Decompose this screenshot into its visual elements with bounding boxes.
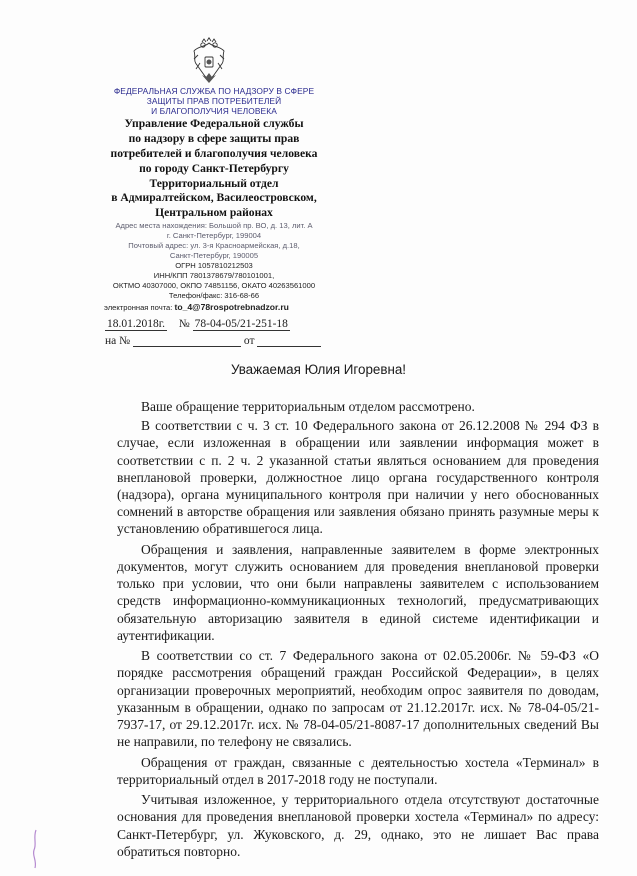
- body-paragraph: Учитывая изложенное, у территориального отдела отсутствуют достаточные основания для проведения внеплановой проверки хостела «Терминал» по адресу: Санкт-Петербург, ул. Жуковского, д. 29, однако, это не лишает Вас права обратиться повторно.: [117, 792, 599, 859]
- letterhead: [80, 87, 348, 312]
- outgoing-date: 18.01.2018г.: [107, 318, 166, 330]
- body-paragraph: В соответствии с ч. 3 ст. 10 Федерального закона от 26.12.2008 № 294 ФЗ в случае, если изложенная в обращении или заявлении информация может в соответствии с п. 2 ч. 2 указанной статьи являться основанием для проведения внеплановой проверки, должностное лицо органа государственного контроля (надзора), органа муниципального контроля при наличии у него обоснованных сомнений в авторстве обращения или заявления обязано принять разумные меры к установлению обратившегося лица.: [117, 418, 599, 537]
- registry-code-line: ОКТМО 40307000, ОКПО 74851156, ОКАТО 40263561000: [112, 281, 316, 291]
- agency-name-line: ЗАЩИТЫ ПРАВ ПОТРЕБИТЕЛЕЙ: [146, 95, 282, 106]
- reply-to-registration: [105, 335, 355, 347]
- department-name-line: по городу Санкт-Петербургу: [139, 161, 289, 175]
- registry-code-line: ИНН/КПП 7801378679/780101001,: [153, 271, 275, 281]
- department-name-line: Управление Федеральной службы: [124, 117, 304, 131]
- department-name-line: по надзору в сфере защиты прав: [128, 132, 300, 146]
- number-sign: №: [178, 318, 190, 330]
- department-name-line: в Адмиралтейском, Василеостровском,: [111, 191, 317, 205]
- body-paragraph: В соответствии со ст. 7 Федерального закона от 02.05.2006г. № 59-ФЗ «О порядке рассмотрения обращений граждан Российской Федерации», в целях организации проверочных мероприятий, необходим опрос заявителя по доводам, указанным в обращении, однако по запросам от 21.12.2017г. исх. № 78-04-05/21-7937-17, от 29.12.2017г. исх. № 78-04-05/21-8087-17 дополнительных сведений Вы не направили, по телефону не связались.: [117, 648, 599, 750]
- body-paragraph: Обращения и заявления, направленные заявителем в форме электронных документов, могут служить основанием для проведения внеплановой проверки только при условии, что они были направлены заявителем с использованием средств информационно-коммуникационных технологий, предусматривающих обязательную авторизацию заявителя в единой системе идентификации и аутентификации.: [117, 541, 599, 643]
- address-line: Почтовый адрес: ул. 3-я Красноармейская, д.18,: [128, 241, 300, 251]
- address-line: г. Санкт-Петербург, 199004: [166, 231, 262, 241]
- phone-line: Телефон/факс: 316-68-66: [168, 291, 260, 301]
- letter-body: [117, 398, 599, 863]
- reply-number-blank: [133, 336, 241, 347]
- department-name-line: Территориальный отдел: [149, 176, 279, 190]
- agency-name-line: И БЛАГОПОЛУЧИЯ ЧЕЛОВЕКА: [151, 105, 277, 116]
- reply-to-label: на №: [105, 335, 131, 347]
- salutation: Уважаемая Юлия Игоревна!: [230, 362, 407, 377]
- email-address: to_4@78rospotrebnadzor.ru: [174, 302, 289, 313]
- email-line: [104, 303, 348, 312]
- registry-code-line: ОГРН 1057810212503: [175, 261, 253, 271]
- reply-date-blank: [257, 336, 321, 347]
- department-name-line: Центральном районах: [155, 206, 273, 220]
- address-line: Адрес места нахождения: Большой пр. ВО, д. 13, лит. А: [115, 221, 313, 231]
- from-label: от: [243, 335, 255, 347]
- outgoing-registration: [105, 318, 345, 331]
- body-paragraph: Обращения от граждан, связанные с деятельностью хостела «Терминал» в территориальный отдел в 2017-2018 году не поступали.: [117, 754, 599, 787]
- body-paragraph: Ваше обращение территориальным отделом рассмотрено.: [141, 399, 475, 414]
- email-label: электронная почта:: [104, 303, 173, 313]
- agency-name-line: ФЕДЕРАЛЬНАЯ СЛУЖБА ПО НАДЗОРУ В СФЕРЕ: [113, 86, 315, 96]
- handwritten-margin-mark: [28, 828, 42, 872]
- department-name-line: потребителей и благополучия человека: [110, 146, 318, 160]
- coat-of-arms-emblem: [188, 37, 230, 87]
- outgoing-number: 78-04-05/21-251-18: [194, 318, 288, 330]
- address-line: Санкт-Петербург, 190005: [169, 251, 259, 261]
